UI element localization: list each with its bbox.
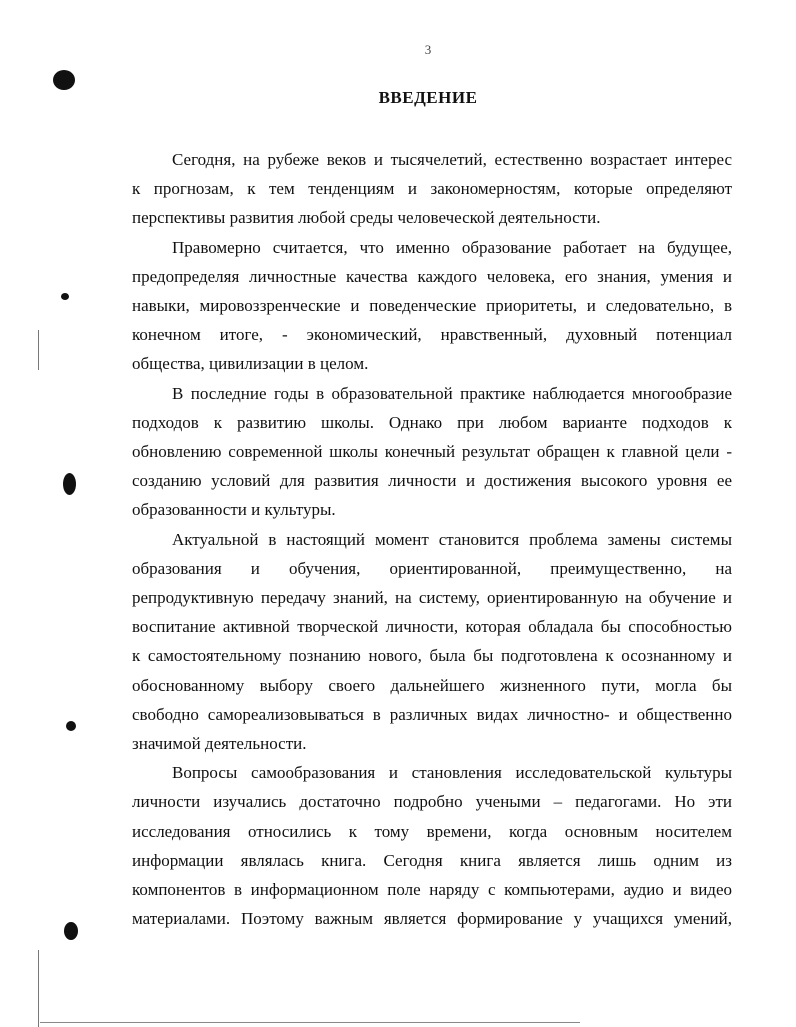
scan-edge-line [38,330,39,370]
text-line: информации являлась книга. Сегодня книга является лишь одним из [132,850,732,870]
text-line: личности изучались достаточно подробно учеными – педагогами. Но эти [132,792,732,812]
text-line: Актуальной в настоящий момент становится проблема замены системы [172,529,732,549]
page-title: ВВЕДЕНИЕ [378,88,478,107]
text-line: к прогнозам, к тем тенденциям и закономерностям, которые определяют [132,179,732,199]
text-line: перспективы развития любой среды человеческой деятельности. [132,208,601,228]
text-line: исследования относились к тому времени, когда основным носителем [132,821,732,841]
text-line: образования и обучения, ориентированной, преимущественно, на [132,558,732,578]
binder-hole-3 [63,473,76,495]
paragraph [132,525,732,759]
binder-hole-2 [61,293,69,300]
text-line: обоснованному выбору своего дальнейшего жизненного пути, могла бы [132,675,732,695]
text-line: конечном итоге, - экономический, нравственный, духовный потенциал [132,325,732,345]
text-line: к самостоятельному познанию нового, была бы подготовлена к осознанному и [132,646,732,666]
binder-hole-4 [66,721,76,731]
text-line: подходов к развитию школы. Однако при любом варианте подходов к [132,412,732,432]
text-line: Вопросы самообразования и становления исследовательской культуры [172,763,732,783]
text-line: обновлению современной школы конечный результат обращен к главной цели - [132,442,732,462]
text-line: репродуктивную передачу знаний, на систему, ориентированную на обучение и [132,588,732,608]
text-line: материалами. Поэтому важным является формирование у учащихся умений, [132,909,732,929]
scan-edge-line [38,950,39,1027]
text-line: Правомерно считается, что именно образование работает на будущее, [172,237,732,257]
paragraph [132,233,732,379]
text-line: Сегодня, на рубеже веков и тысячелетий, естественно возрастает интерес [172,150,732,169]
text-line: навыки, мировоззренческие и поведенческие приоритеты, и следовательно, в [132,296,732,316]
text-line: предопределяя личностные качества каждого человека, его знания, умения и [132,266,732,286]
text-line: В последние годы в образовательной практике наблюдается многообразие [172,383,732,403]
binder-hole-1 [53,70,75,90]
binder-hole-5 [64,922,78,940]
text-line: значимой деятельности. [132,734,307,754]
scan-edge-line [40,1022,580,1023]
text-line: компонентов в информационном поле наряду с компьютерами, аудио и видео [132,880,732,900]
paragraph [132,145,732,233]
page-number: 3 [424,42,432,57]
text-line: образованности и культуры. [132,500,336,520]
paragraph [132,758,732,933]
text-line: свободно самореализовываться в различных видах личностно- и общественно [132,704,732,724]
text-line: созданию условий для развития личности и достижения высокого уровня ее [132,471,732,491]
text-line: воспитание активной творческой личности, которая обладала бы способностью [132,617,732,637]
document-body [132,145,732,933]
text-line: общества, цивилизации в целом. [132,354,369,374]
paragraph [132,379,732,525]
